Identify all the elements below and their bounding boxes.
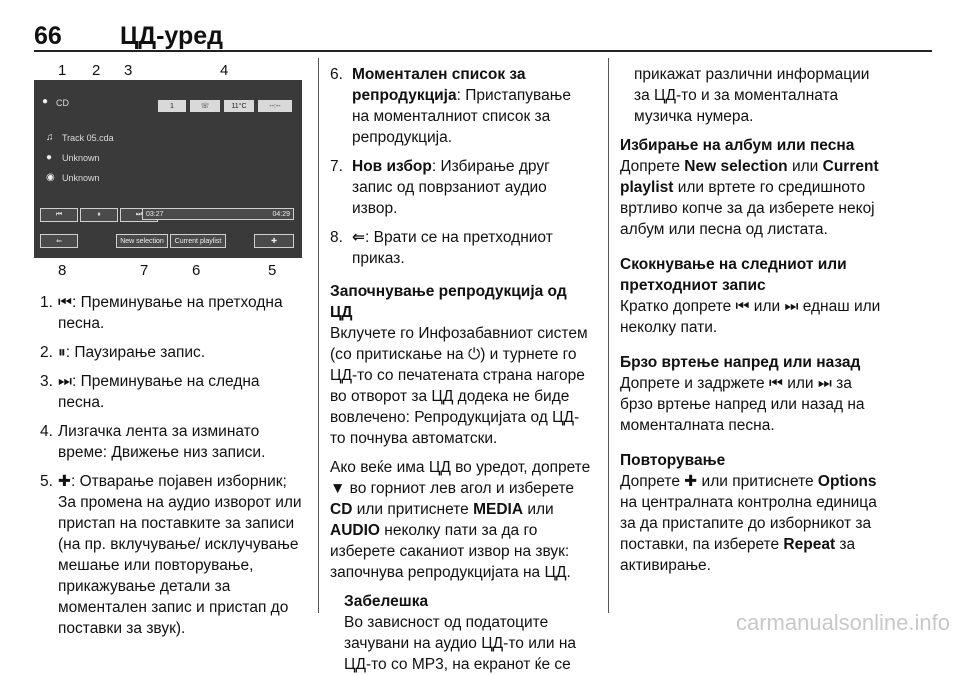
note-text: Во зависност од податоците зачувани на аудио ЦД-то или на ЦД-то со MP3, на екранот ќе се — [344, 614, 577, 673]
section-heading: Повторување — [620, 452, 726, 469]
list-item: 3. ⏭: Преминување на следна песна. — [40, 373, 260, 411]
artist-name: Unknown — [62, 153, 100, 163]
status-temperature: 11°C — [224, 100, 254, 112]
pause-icon: ⏸ — [58, 344, 66, 361]
paragraph: Допрете ✚ или притиснете Options на централната контролна единица за да пристапите до изборникот за поставки, па изберете Repeat за активирање. — [620, 473, 877, 574]
paragraph: Кратко допрете ⏮ или ⏭ еднаш или неколку пати. — [620, 298, 881, 336]
page-title: ЦД-уред — [120, 22, 224, 50]
back-button[interactable]: ⇐ — [40, 234, 78, 248]
column-divider-2 — [608, 58, 609, 613]
options-plus-button[interactable]: ✚ — [254, 234, 294, 248]
callout-7: 7 — [140, 262, 149, 279]
paragraph: Ако веќе има ЦД во уредот, допрете ▼ во горниот лев агол и изберете CD или притиснете MEDIA или AUDIO неколку пати за да го изберете саканиот извор на звук: започнува репродукцијата на ЦД. — [330, 459, 591, 581]
section-heading: Избирање на албум или песна — [620, 137, 855, 154]
paragraph: Допрете и задржете ⏮ или ⏭ за брзо вртење напред или назад на моменталната песна. — [620, 375, 865, 434]
phone-icon: ☏ — [190, 100, 220, 112]
callout-3: 3 — [124, 62, 133, 79]
music-note-icon: ♫ — [46, 132, 54, 143]
pause-button[interactable]: ⏸ — [80, 208, 118, 222]
note-continued: прикажат различни информации за ЦД-то и за моменталната музичка нумера. — [634, 66, 870, 125]
callout-6: 6 — [192, 262, 201, 279]
section-heading: Скокнување на следниот или претходниот запис — [620, 256, 847, 294]
list-item: 4. Лизгачка лента за изминато време: Движење низ записи. — [40, 423, 266, 461]
infotainment-screen — [34, 80, 302, 258]
cd-screen-figure — [34, 62, 302, 280]
column-divider-1 — [318, 58, 319, 613]
callout-8: 8 — [58, 262, 67, 279]
current-playlist-button[interactable]: Current playlist — [170, 234, 226, 248]
previous-button[interactable]: ⏮ — [40, 208, 78, 222]
album-icon: ◉ — [46, 172, 55, 183]
status-preset: 1 — [158, 100, 186, 112]
note-title: Забелешка — [344, 593, 429, 610]
plus-icon: ✚ — [58, 473, 71, 490]
page-number: 66 — [34, 22, 62, 50]
callout-5: 5 — [268, 262, 277, 279]
source-dropdown-icon: ● — [42, 96, 49, 107]
callout-4: 4 — [220, 62, 229, 79]
status-clock: --:-- — [258, 100, 292, 112]
callout-2: 2 — [92, 62, 101, 79]
column-3 — [620, 64, 888, 584]
section-heading: Започнување репродукција од ЦД — [330, 283, 567, 321]
list-item: 1. ⏮: Преминување на претходна песна. — [40, 294, 283, 332]
list-item: 6. Моментален список за репродукција: Пристапување на моменталниот список за репродукција. — [330, 66, 571, 146]
paragraph: Вклучете го Инфозабавниот систем (со притискање на ⏻) и турнете го ЦД-то со печатената страна нагоре во отворот за ЦД додека не биде вовлечено: Репродукцијата од ЦД-то почнува автоматски. — [330, 325, 588, 447]
header-rule — [34, 50, 932, 52]
album-name: Unknown — [62, 173, 100, 183]
progress-slider[interactable] — [142, 208, 294, 220]
back-arrow-icon: ⇐ — [352, 229, 365, 246]
list-item: 7. Нов избор: Избирање друг запис од поврзаниот аудио извор. — [330, 158, 550, 217]
note-block — [344, 591, 592, 675]
previous-icon: ⏮ — [58, 294, 72, 311]
time-elapsed: 03:27 — [146, 210, 164, 218]
list-item: 2. ⏸: Паузирање запис. — [40, 344, 206, 361]
column-1 — [40, 292, 302, 647]
watermark: carmanualsonline.info — [735, 610, 950, 635]
paragraph: Допрете New selection или Current playlist или вртете го средишното вртливо копче за да изберете некој албум или песна од листата. — [620, 158, 879, 238]
list-item: 8. ⇐: Врати се на претходниот приказ. — [330, 229, 553, 267]
track-title: Track 05.cda — [62, 133, 114, 143]
artist-icon: ● — [46, 152, 53, 163]
time-total: 04:29 — [272, 210, 290, 218]
new-selection-button[interactable]: New selection — [116, 234, 168, 248]
next-icon: ⏭ — [58, 373, 72, 390]
column-2 — [330, 64, 592, 675]
next-button[interactable]: ⏭ — [120, 208, 158, 222]
page-header — [34, 22, 223, 51]
callout-1: 1 — [58, 62, 67, 79]
list-item: 5. ✚: Отварање појавен изборник; За промена на аудио изворот или пристап на поставките за записи (на пр. вклучување/ исклучување мешање или повторување, прикажување детали за моментален запис и пристап до поставки за звук). — [40, 473, 302, 637]
source-label: CD — [56, 98, 69, 108]
section-heading: Брзо вртење напред или назад — [620, 354, 861, 371]
